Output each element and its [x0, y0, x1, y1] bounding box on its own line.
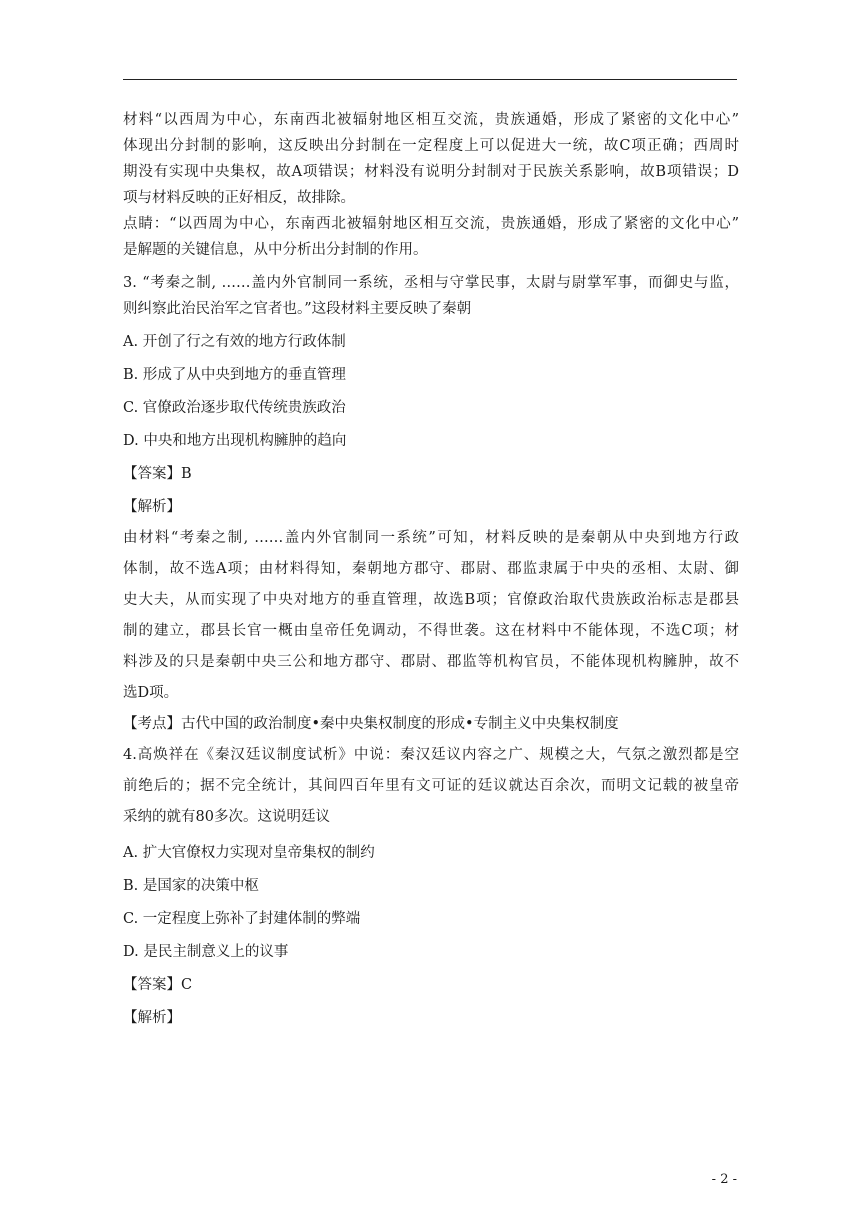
- question-4-stem: [123, 740, 739, 833]
- header-rule: [123, 79, 737, 80]
- text-line: 体制，故不选A项；由材料得知，秦朝地方郡守、郡尉、郡监隶属于中央的丞相、太尉、御: [123, 561, 739, 577]
- question-3-option-a: A. 开创了行之有效的地方行政体制: [123, 334, 346, 350]
- analysis-paragraph: [123, 107, 739, 211]
- document-body: [123, 107, 739, 1031]
- text-line: 是解题的关键信息，从中分析出分封制的作用。: [123, 242, 428, 258]
- text-line: 则纠察此治民治军之官者也。”这段材料主要反映了秦朝: [123, 301, 472, 317]
- text-line: 制的建立，郡县长官一概由皇帝任免调动，不得世袭。这在材料中不能体现，不选C项；材: [123, 623, 739, 639]
- text-line: 期没有实现中央集权，故A项错误；材料没有说明分封制对于民族关系影响，故B项错误；D: [123, 164, 739, 180]
- question-3-stem: [123, 270, 739, 322]
- text-line: 采纳的就有80多次。这说明廷议: [123, 809, 330, 825]
- text-line: 项与材料反映的正好相反，故排除。: [123, 190, 355, 206]
- text-line: 点睛：“以西周为中心，东南西北被辐射地区相互交流，贵族通婚，形成了紧密的文化中心”: [123, 216, 739, 232]
- text-line: 由材料“考秦之制, ……盖内外官制同一系统”可知，材料反映的是秦朝从中央到地方行政: [123, 530, 739, 546]
- question-3-analysis-heading: 【解析】: [123, 499, 181, 515]
- question-4-option-b: B. 是国家的决策中枢: [123, 878, 259, 894]
- question-3-option-b: B. 形成了从中央到地方的垂直管理: [123, 367, 346, 383]
- question-3-kaodian: 【考点】古代中国的政治制度•秦中央集权制度的形成•专制主义中央集权制度: [123, 716, 619, 732]
- text-line: 选D项。: [123, 685, 179, 701]
- question-4-option-a: A. 扩大官僚权力实现对皇帝集权的制约: [123, 845, 375, 861]
- text-line: 材料“以西周为中心，东南西北被辐射地区相互交流，贵族通婚，形成了紧密的文化中心”: [123, 112, 739, 128]
- question-4-analysis-heading: 【解析】: [123, 1010, 181, 1026]
- question-4-option-d: D. 是民主制意义上的议事: [123, 944, 289, 960]
- text-line: 3. “考秦之制, ……盖内外官制同一系统，丞相与守掌民事，太尉与尉掌军事，而御史与监，: [123, 275, 739, 291]
- page-number: - 2 -: [711, 1172, 737, 1187]
- question-4-answer: 【答案】C: [123, 977, 193, 993]
- question-3-option-c: C. 官僚政治逐步取代传统贵族政治: [123, 400, 346, 416]
- hint-paragraph: [123, 211, 739, 263]
- question-3-answer: 【答案】B: [123, 466, 192, 482]
- text-line: 体现出分封制的影响，这反映出分封制在一定程度上可以促进大一统，故C项正确；西周时: [123, 138, 739, 154]
- text-line: 4.高焕祥在《秦汉廷议制度试析》中说：秦汉廷议内容之广、规模之大，气氛之激烈都是空: [123, 747, 739, 763]
- question-3-option-d: D. 中央和地方出现机构臃肿的趋向: [123, 433, 347, 449]
- question-3-analysis: [123, 523, 739, 709]
- question-4-option-c: C. 一定程度上弥补了封建体制的弊端: [123, 911, 361, 927]
- text-line: 史大夫，从而实现了中央对地方的垂直管理，故选B项；官僚政治取代贵族政治标志是郡县: [123, 592, 739, 608]
- text-line: 前绝后的；据不完全统计，其间四百年里有文可证的廷议就达百余次，而明文记载的被皇帝: [123, 778, 739, 794]
- text-line: 料涉及的只是秦朝中央三公和地方郡守、郡尉、郡监等机构官员，不能体现机构臃肿，故不: [123, 654, 739, 670]
